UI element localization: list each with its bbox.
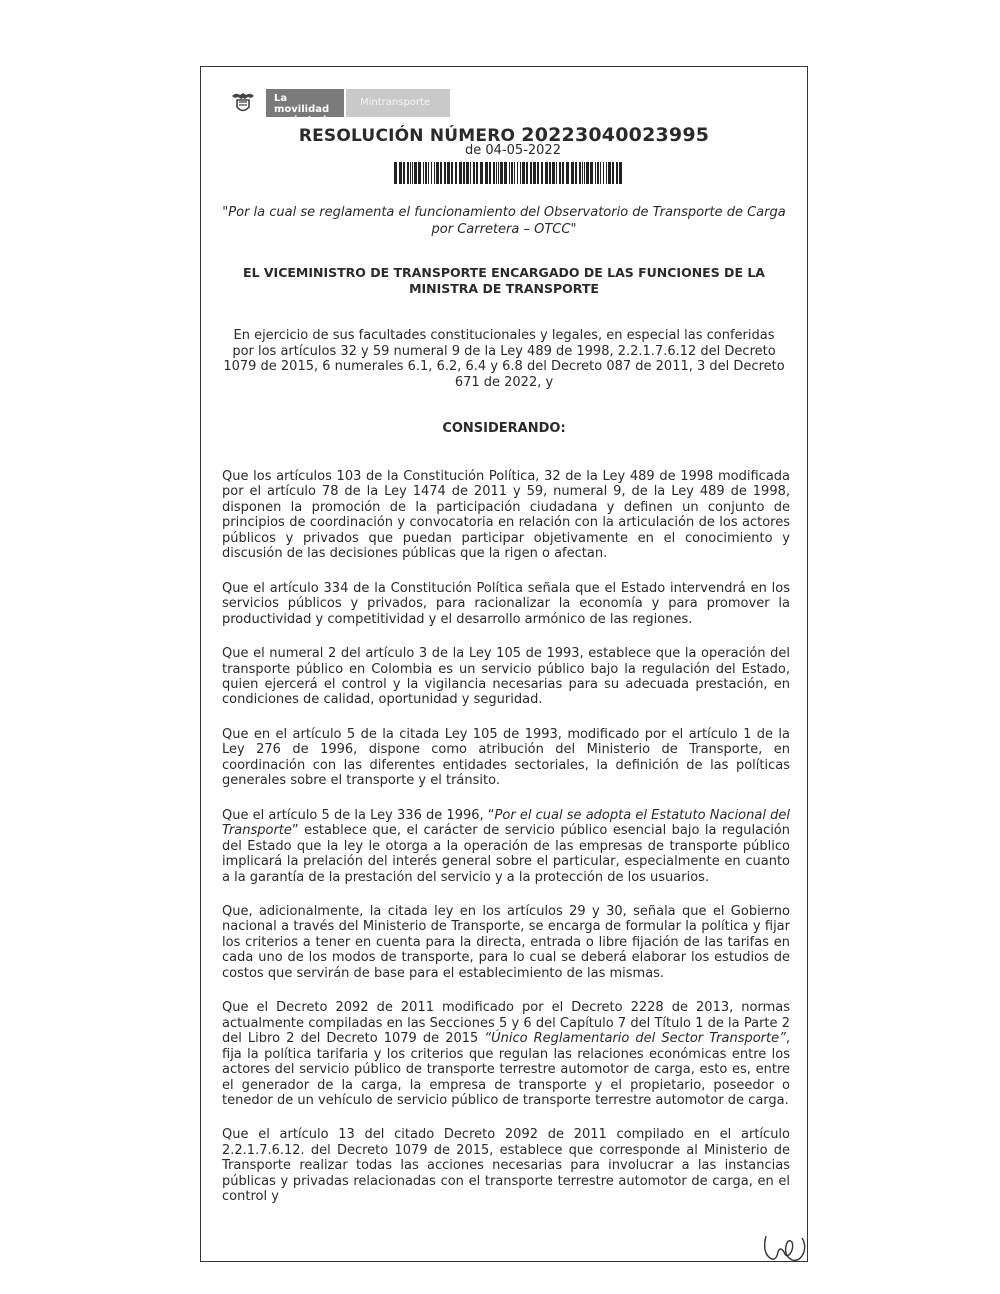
paragraph-5-end: ” establece que, el carácter de servicio público esencial bajo la regulación del Estado que la ley le otorga a la operación de las empresas de transporte público implicará la prelación del interés general sobre el particular, especialmente en cuanto a la garantía de la prestación del servicio y a la protección de los usuarios. — [222, 823, 790, 885]
coat-of-arms-icon — [228, 90, 258, 116]
motto-line-2: es de todos — [274, 115, 340, 126]
paragraph-5-quote: Por el cual se adopta el Estatuto Nacional del Transporte — [222, 807, 790, 839]
ministry-badge: Mintransporte — [346, 89, 450, 117]
paragraph-8: Que el artículo 13 del citado Decreto 2092 de 2011 compilado en el artículo 2.2.1.7.6.12. del Decreto 1079 de 2015, establece que corresponde al Ministerio de Transporte realizar todas las acciones necesarias para involucrar a las instancias públicas y privadas relacionadas con el transporte terrestre automotor de carga, en el control y — [222, 1127, 790, 1205]
resolution-title: "Por la cual se reglamenta el funcionamiento del Observatorio de Transporte de Carga por Carretera – OTCC" — [222, 205, 786, 237]
signature-initials-icon — [752, 1222, 812, 1270]
paragraph-3: Que el numeral 2 del artículo 3 de la Ley 105 de 1993, establece que la operación del transporte público en Colombia es un servicio público bajo la regulación del Estado, quien ejercerá el control y la vigilancia necesarias para su adecuada prestación, en condiciones de calidad, oportunidad y seguridad. — [222, 646, 790, 708]
resolution-date: de 04-05-2022 — [465, 143, 561, 158]
paragraph-6: Que, adicionalmente, la citada ley en los artículos 29 y 30, señala que el Gobierno nacional a través del Ministerio de Transporte, se encarga de formular la política y fijar los criterios a tener en cuenta para la directa, entrada o libre fijación de las tarifas en cada uno de los modos de transporte, para lo cual se deberá elaborar los estudios de costos que servirán de base para el establecimiento de las mismas. — [222, 903, 790, 981]
resolution-label: RESOLUCIÓN NÚMERO — [298, 126, 516, 146]
legal-faculties: En ejercicio de sus facultades constitucionales y legales, en especial las conferidas por los artículos 32 y 59 numeral 9 de la Ley 489 de 1998, 2.2.1.7.6.12 del Decreto 1079 de 2015, 6 numerales 6.1, 6.2, 6.4 y 6.8 del Decreto 087 de 2011, 3 del Decreto 671 de 2022, y — [223, 328, 785, 390]
paragraph-1: Que los artículos 103 de la Constitución Política, 32 de la Ley 489 de 1998 modificada por el artículo 78 de la Ley 1474 de 2011 y 59, numeral 9, de la Ley 489 de 1998, disponen la promoción de la participación ciudadana y definen un conjunto de principios de coordinación y convocatoria en relación con la articulación de los actores públicos y privados que puedan participar objetivamente en el conocimiento y discusión de las decisiones públicas que la rigen o afectan. — [222, 469, 790, 562]
barcode-icon — [394, 162, 622, 184]
motto-line-1: La movilidad — [274, 93, 330, 115]
motto-badge — [266, 89, 344, 126]
paragraph-4: Que en el artículo 5 de la citada Ley 105 de 1993, modificado por el artículo 1 de la Ley 276 de 1996, dispone como atribución del Ministerio de Transporte, en coordinación con las diferentes entidades sectoriales, la definición de las políticas generales sobre el transporte y el tránsito. — [222, 726, 790, 789]
paragraph-2: Que el artículo 334 de la Constitución Política señala que el Estado intervendrá en los servicios públicos y privados, para racionalizar la economía y para promover la productividad y competitividad y el desarrollo armónico de las regiones. — [222, 580, 790, 627]
paragraph-7 — [222, 1000, 790, 1108]
paragraph-7-quote: “Único Reglamentario del Sector Transporte” — [484, 1031, 786, 1047]
issuing-authority: EL VICEMINISTRO DE TRANSPORTE ENCARGADO DE LAS FUNCIONES DE LA MINISTRA DE TRANSPORTE — [243, 265, 765, 296]
letterhead — [228, 86, 452, 126]
paragraph-5 — [222, 808, 790, 885]
paragraph-7-start: Que el Decreto 2092 de 2011 modificado por el Decreto 2228 de 2013, normas actualmente compiladas en las Secciones 5 y 6 del Capítulo 7 del Título 1 de la Parte 2 del Libro 2 del Decreto 1079 de 2015 — [222, 1000, 790, 1047]
considerando-heading: CONSIDERANDO: — [442, 421, 566, 436]
considerations-body — [222, 469, 790, 1224]
paragraph-7-end: , fija la política tarifaria y los criterios que regulan las relaciones económicas entre los actores del servicio público de transporte terrestre automotor de carga, esto es, entre el generador de la carga, la empresa de transporte y el propietario, poseedor o tenedor de un vehículo de servicio público de transporte terrestre automotor de carga. — [222, 1031, 790, 1108]
resolution-number: 20223040023995 — [521, 124, 710, 146]
paragraph-5-start: Que el artículo 5 de la Ley 336 de 1996, “ — [222, 807, 495, 823]
